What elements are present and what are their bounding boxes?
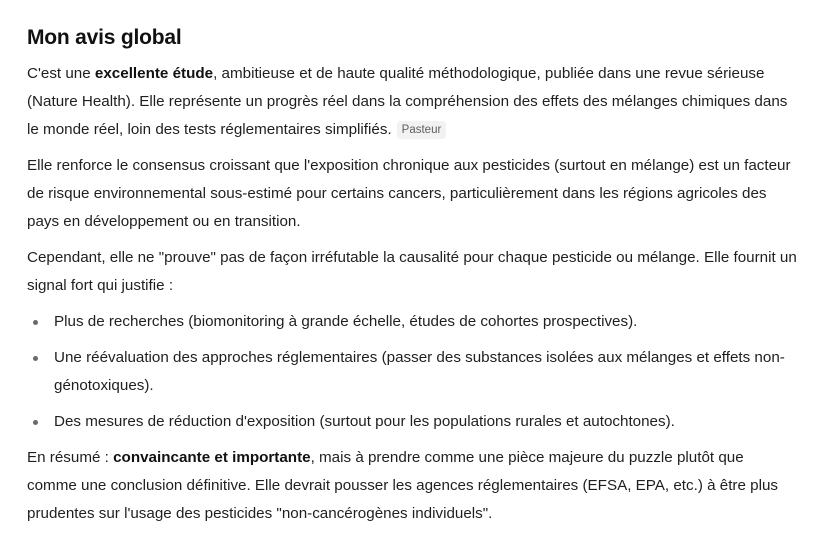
assistant-response <box>27 22 797 528</box>
source-citation-chip[interactable]: Pasteur <box>397 121 447 139</box>
list-item: Une réévaluation des approches réglementaires (passer des substances isolées aux mélanges et effets non-génotoxiques). <box>27 344 797 400</box>
paragraph-causality: Cependant, elle ne "prouve" pas de façon irréfutable la causalité pour chaque pesticide ou mélange. Elle fournit un signal fort qui justifie : <box>27 249 797 294</box>
bold-text: convaincante et importante <box>113 449 311 466</box>
paragraph-text: C'est une <box>27 65 95 82</box>
paragraph-consensus: Elle renforce le consensus croissant que l'exposition chronique aux pesticides (surtout en mélange) est un facteur de risque environnemental sous-estimé pour certains cancers, particulièrement dans les régions agricoles des pays en développement ou en transition. <box>27 157 791 230</box>
paragraph-summary <box>27 444 797 528</box>
paragraph-text: , ambitieuse et de haute qualité méthodologique, publiée dans une revue sérieuse (Nature Health). Elle représente un progrès réel dans la compréhension des effets des mélanges chimiques dans le monde réel, loin des tests réglementaires simplifiés. <box>27 65 788 138</box>
paragraph-text: , mais à prendre comme une pièce majeure du puzzle plutôt que comme une conclusion définitive. Elle devrait pousser les agences réglementaires (EFSA, EPA, etc.) à être plus prudentes sur l'usage des pesticides "non-cancérogènes individuels". <box>27 449 779 522</box>
bold-text: excellente étude <box>94 65 214 82</box>
paragraph-text: En résumé : <box>27 449 114 466</box>
list-item: Des mesures de réduction d'exposition (surtout pour les populations rurales et autochtones). <box>27 408 797 436</box>
section-heading: Mon avis global <box>27 26 182 49</box>
bullet-list <box>27 308 797 436</box>
list-item: Plus de recherches (biomonitoring à grande échelle, études de cohortes prospectives). <box>27 308 797 336</box>
paragraph-overall-assessment <box>27 60 797 144</box>
